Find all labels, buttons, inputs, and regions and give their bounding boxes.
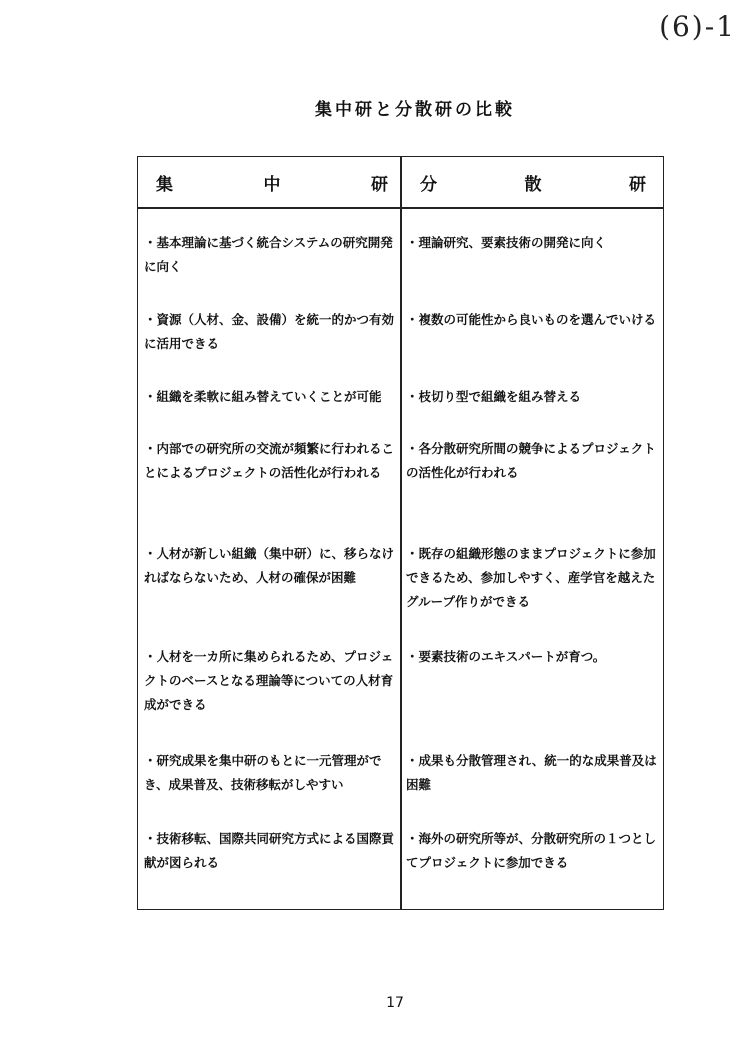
header-char: 研 [629,174,646,195]
distributed-cell: ・成果も分散管理され、統一的な成果普及は困難 [406,753,657,792]
header-char: 分 [420,174,437,195]
table-header-row [138,157,663,209]
header-char: 散 [524,174,542,195]
distributed-cell: ・理論研究、要素技術の開発に向く [406,235,607,250]
distributed-cell: ・海外の研究所等が、分散研究所の１つとしてプロジェクトに参加できる [406,831,657,870]
distributed-cell: ・枝切り型で組織を組み替える [406,389,582,404]
distributed-cell: ・各分散研究所間の競争によるプロジェクトの活性化が行われる [406,441,656,480]
distributed-cell: ・要素技術のエキスパートが育つ。 [406,649,606,664]
header-distributed [420,157,646,207]
header-char: 中 [263,174,281,195]
centralized-cell: ・人材を一カ所に集められるため、プロジェクトのベースとなる理論等についての人材育成ができる [144,649,394,712]
header-centralized [156,157,388,207]
centralized-cell: ・人材が新しい組織（集中研）に、移らなければならないため、人材の確保が困難 [144,546,395,585]
centralized-cell: ・資源（人材、金、設備）を統一的かつ有効に活用できる [144,312,395,351]
centralized-cell: ・内部での研究所の交流が頻繁に行われることによるプロジェクトの活性化が行われる [144,441,395,480]
comparison-table [137,156,664,910]
document-title: 集中研と分散研の比較 [315,100,515,120]
centralized-cell: ・組織を柔軟に組み替えていくことが可能 [144,389,382,404]
distributed-cell: ・複数の可能性から良いものを選んでいける [406,312,657,327]
header-char: 集 [156,174,173,195]
centralized-cell: ・研究成果を集中研のもとに一元管理ができ、成果普及、技術移転がしやすい [144,753,382,792]
page-label: (6)-1 [659,10,736,43]
page-number: 17 [386,995,404,1011]
centralized-cell: ・基本理論に基づく統合システムの研究開発に向く [144,235,393,274]
header-char: 研 [371,174,388,195]
distributed-cell: ・既存の組織形態のままプロジェクトに参加できるため、参加しやすく、産学官を越えたグループ作りができる [406,546,656,609]
centralized-cell: ・技術移転、国際共同研究方式による国際貢献が図られる [144,831,395,870]
column-divider [400,157,402,909]
